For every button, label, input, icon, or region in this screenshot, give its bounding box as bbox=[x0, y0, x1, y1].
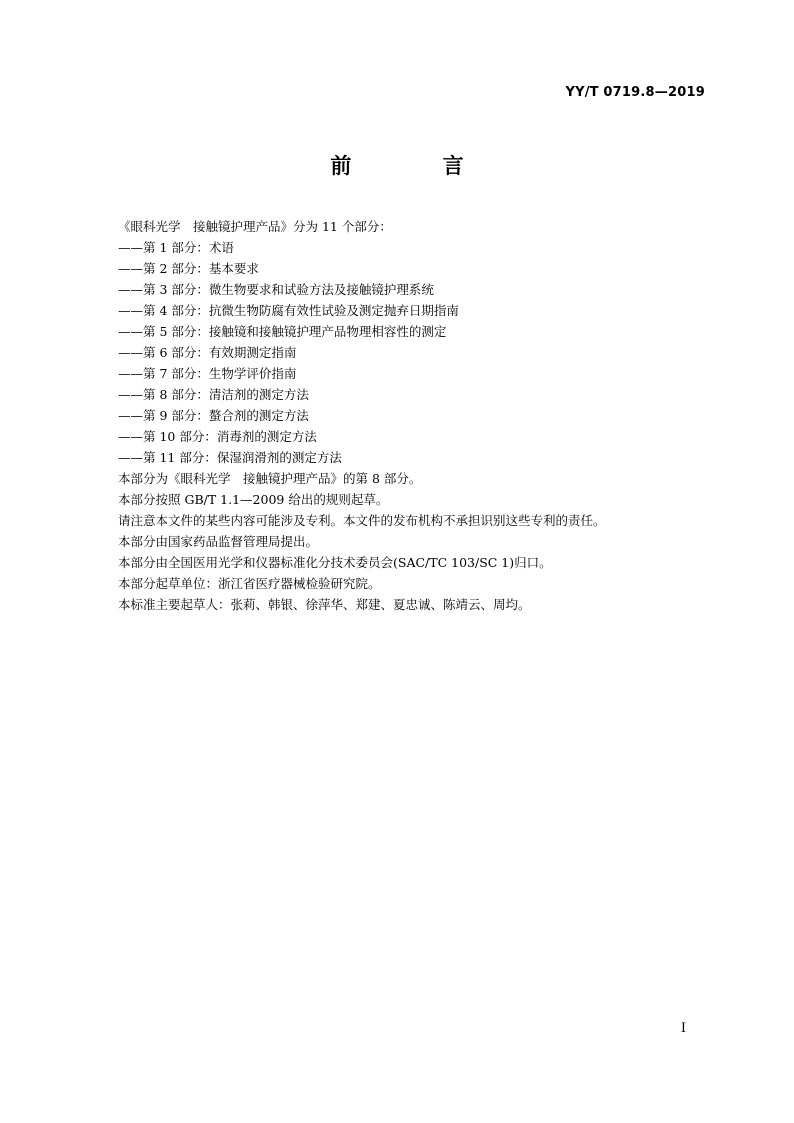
part-list-item: ——第 8 部分：清洁剂的测定方法 bbox=[118, 387, 309, 402]
part-list-item: ——第 4 部分：抗微生物防腐有效性试验及测定抛弃日期指南 bbox=[118, 303, 459, 318]
part-list-item: ——第 5 部分：接触镜和接触镜护理产品物理相容性的测定 bbox=[118, 324, 447, 339]
standard-code: YY/T 0719.8—2019 bbox=[565, 85, 705, 100]
part-list-item: ——第 1 部分：术语 bbox=[118, 240, 234, 255]
paragraph: 本部分起草单位：浙江省医疗器械检验研究院。 bbox=[118, 576, 381, 591]
part-list-item: ——第 3 部分：微生物要求和试验方法及接触镜护理系统 bbox=[118, 282, 434, 297]
part-list-item: ——第 11 部分：保湿润滑剂的测定方法 bbox=[118, 450, 342, 465]
foreword-body bbox=[118, 216, 698, 615]
paragraph: 本部分按照 GB/T 1.1—2009 给出的规则起草。 bbox=[118, 492, 389, 507]
paragraph: 本部分由国家药品监督管理局提出。 bbox=[118, 534, 319, 549]
part-list-item: ——第 2 部分：基本要求 bbox=[118, 261, 259, 276]
page-title: 前 言 bbox=[330, 154, 506, 178]
part-list-item: ——第 6 部分：有效期测定指南 bbox=[118, 345, 297, 360]
paragraph: 本部分由全国医用光学和仪器标准化分技术委员会(SAC/TC 103/SC 1)归口。 bbox=[118, 555, 552, 570]
part-list-item: ——第 9 部分：螯合剂的测定方法 bbox=[118, 408, 309, 423]
paragraph: 《眼科光学 接触镜护理产品》分为 11 个部分： bbox=[118, 219, 392, 234]
paragraph: 本部分为《眼科光学 接触镜护理产品》的第 8 部分。 bbox=[118, 471, 422, 486]
page-number: I bbox=[680, 1021, 686, 1036]
paragraph: 本标准主要起草人：张莉、韩银、徐萍华、郑建、夏忠诚、陈靖云、周均。 bbox=[118, 597, 531, 612]
part-list-item: ——第 7 部分：生物学评价指南 bbox=[118, 366, 297, 381]
paragraph: 请注意本文件的某些内容可能涉及专利。本文件的发布机构不承担识别这些专利的责任。 bbox=[118, 513, 606, 528]
part-list-item: ——第 10 部分：消毒剂的测定方法 bbox=[118, 429, 317, 444]
